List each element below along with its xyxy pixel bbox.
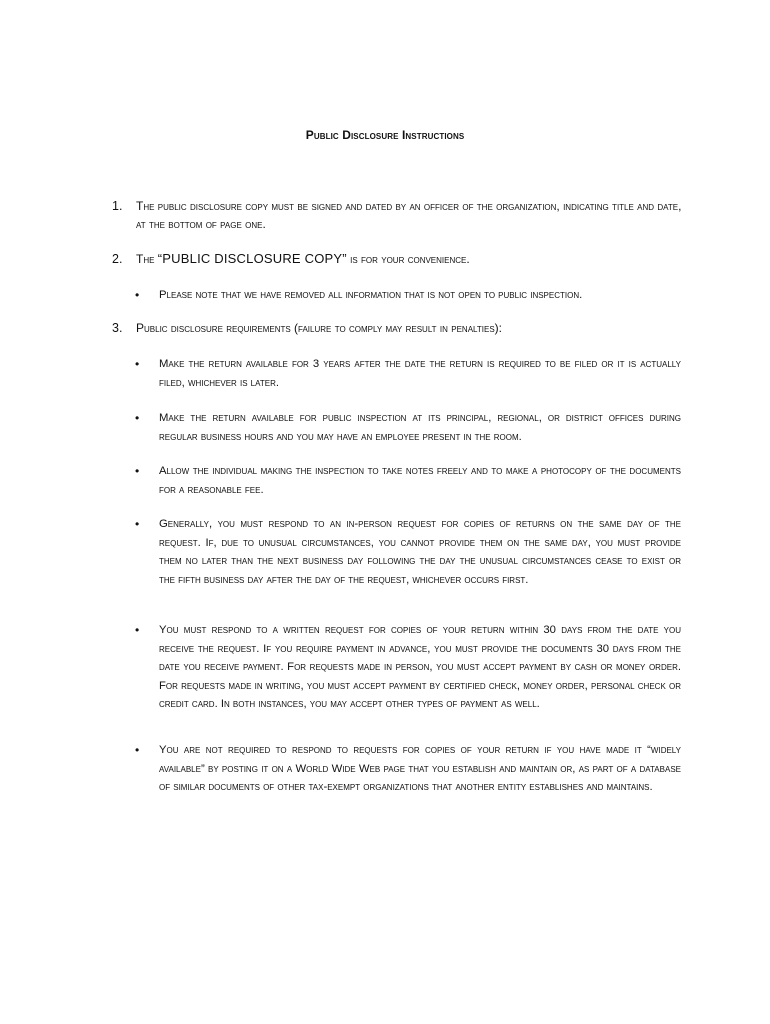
bullet-text: You are not required to respond to requests for copies of your return if you have made it “widely available” by posting it on a World Wide Web page that you establish and maintain or, as part of a database of similar documents of other tax-exempt organizations that another entity establishes and maintains. <box>159 744 681 793</box>
item-text-after: is for your convenience. <box>346 252 470 266</box>
bullet-icon: • <box>135 288 140 302</box>
bullet-icon: • <box>135 743 140 757</box>
list-item-1 <box>112 197 682 233</box>
item-number: 1. <box>112 199 123 213</box>
bullet-icon: • <box>135 411 140 425</box>
bullet-item <box>135 462 681 499</box>
bullet-text: Allow the individual making the inspection to take notes freely and to make a photocopy of the documents for a reasonable fee. <box>159 465 681 496</box>
bullet-text: Generally, you must respond to an in-person request for copies of returns on the same day of the request. If, due to unusual circumstances, you cannot provide them on the same day, you must provide them no later than the next business day following the day the unusual circumstances cease to exist or the fifth business day after the day of the request, whichever occurs first. <box>159 518 681 586</box>
bullet-icon: • <box>135 357 140 371</box>
bullet-text: Make the return available for 3 years after the date the return is required to be filed or it is actually filed, whichever is later. <box>159 358 681 389</box>
bullet-text: Please note that we have removed all information that is not open to public inspection. <box>159 289 583 301</box>
item-text: The public disclosure copy must be signed and dated by an officer of the organization, indicating title and date, at the bottom of page one. <box>136 199 682 231</box>
bullet-item <box>135 286 681 305</box>
bullet-item <box>135 741 681 797</box>
bullet-item <box>135 355 681 392</box>
bullet-icon: • <box>135 623 140 637</box>
bullet-item <box>135 515 681 589</box>
bullet-item <box>135 409 681 446</box>
list-item-3 <box>112 319 682 337</box>
bullet-item <box>135 621 681 714</box>
item-text-emphasis: “PUBLIC DISCLOSURE COPY” <box>157 251 347 266</box>
item-number: 2. <box>112 252 123 266</box>
bullet-icon: • <box>135 464 140 478</box>
item-text: Public disclosure requirements (failure to comply may result in penalties): <box>136 321 502 335</box>
bullet-text: You must respond to a written request for copies of your return within 30 days from the date you receive the request. If you require payment in advance, you must provide the documents 30 days from the date you receive payment. For requests made in person, you must accept payment by cash or money order. For requests made in writing, you must accept payment by certified check, money order, personal check or credit card. In both instances, you may accept other types of payment as well. <box>159 624 681 710</box>
item-text-before: The <box>136 252 158 266</box>
item-number: 3. <box>112 321 123 335</box>
list-item-2 <box>112 250 682 268</box>
bullet-text: Make the return available for public inspection at its principal, regional, or district offices during regular business hours and you may have an employee present in the room. <box>159 412 681 443</box>
item-text <box>136 250 682 268</box>
bullet-icon: • <box>135 517 140 531</box>
page-title: Public Disclosure Instructions <box>305 128 465 142</box>
